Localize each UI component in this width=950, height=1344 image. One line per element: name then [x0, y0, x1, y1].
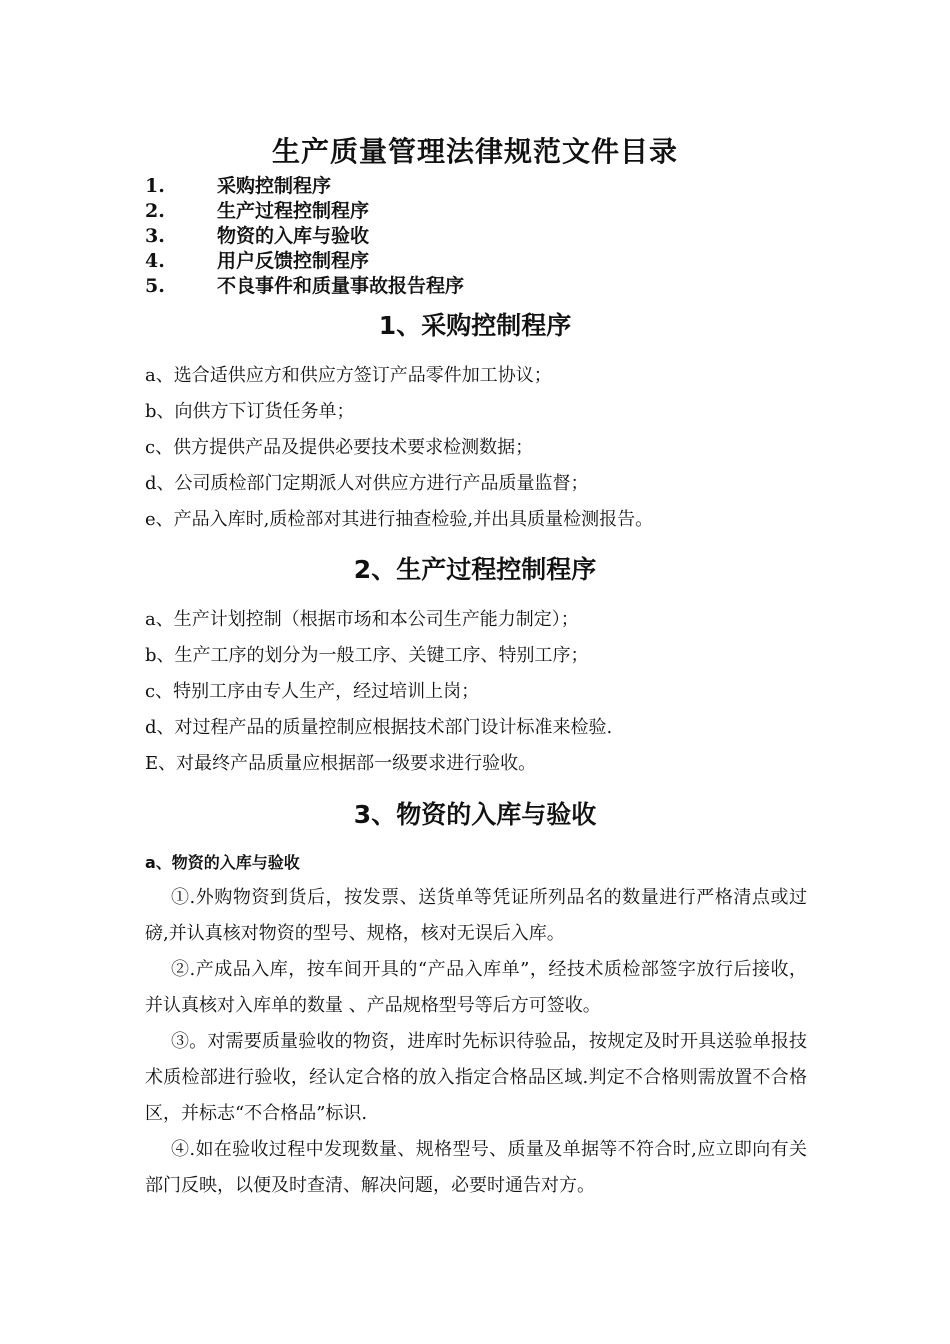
list-item: d、公司质检部门定期派人对供应方进行产品质量监督；	[145, 473, 589, 494]
toc-item	[145, 274, 845, 299]
list-item: E、对最终产品质量应根据部一级要求进行验收。	[145, 753, 537, 774]
paragraph: ③。对需要质量验收的物资，进库时先标识待验品，按规定及时开具送验单报技术质检部进行验收，经认定合格的放入指定合格品区域.判定不合格则需放置不合格区，并标志“不合格品”标识.	[145, 1031, 807, 1124]
paragraph: ④.如在验收过程中发现数量、规格型号、质量及单据等不符合时,应立即向有关部门反映，以便及时查清、解决问题，必要时通告对方。	[145, 1139, 807, 1196]
list-item: b、生产工序的划分为一般工序、关键工序、特别工序；	[145, 645, 589, 666]
list-item: c、特别工序由专人生产，经过培训上岗；	[145, 681, 480, 702]
section-list-purchasing	[145, 358, 825, 538]
list-item: c、供方提供产品及提供必要技术要求检测数据；	[145, 437, 534, 458]
subsection-heading: a、物资的入库与验收	[145, 853, 300, 872]
list-item: a、选合适供应方和供应方签订产品零件加工协议；	[145, 365, 552, 386]
toc-item-number: 2.	[145, 200, 165, 222]
list-item: e、产品入库时,质检部对其进行抽查检验,并出具质量检测报告。	[145, 509, 654, 530]
toc-item-label: 采购控制程序	[217, 175, 332, 197]
toc-item-number: 3.	[145, 225, 165, 247]
section-list-production	[145, 602, 825, 782]
toc-item-number: 5.	[145, 275, 165, 297]
paragraph: ①.外购物资到货后，按发票、送货单等凭证所列品名的数量进行严格清点或过磅,并认真核对物资的型号、规格，核对无误后入库。	[145, 887, 807, 944]
list-item: a、生产计划控制（根据市场和本公司生产能力制定）；	[145, 609, 579, 630]
section-heading-purchasing: 1、采购控制程序	[378, 311, 572, 340]
paragraph: ②.产成品入库，按车间开具的“产品入库单”，经技术质检部签字放行后接收，并认真核对入库单的数量 、产品规格型号等后方可签收。	[145, 959, 807, 1016]
toc-item	[145, 199, 845, 224]
toc-item-label: 用户反馈控制程序	[217, 250, 370, 272]
toc-item-label: 物资的入库与验收	[217, 225, 370, 247]
section-paragraphs-warehousing	[145, 880, 807, 1204]
table-of-contents	[145, 174, 845, 299]
list-item: b、向供方下订货任务单；	[145, 401, 355, 422]
list-item: d、对过程产品的质量控制应根据技术部门设计标准来检验.	[145, 717, 613, 738]
toc-item	[145, 174, 845, 199]
toc-item-number: 4.	[145, 250, 165, 272]
toc-item-label: 不良事件和质量事故报告程序	[217, 275, 465, 297]
toc-item	[145, 249, 845, 274]
section-heading-production: 2、生产过程控制程序	[353, 555, 597, 584]
document-title: 生产质量管理法律规范文件目录	[271, 135, 678, 168]
toc-item-number: 1.	[145, 175, 165, 197]
toc-item-label: 生产过程控制程序	[217, 200, 370, 222]
toc-item	[145, 224, 845, 249]
section-heading-warehousing: 3、物资的入库与验收	[353, 800, 597, 829]
